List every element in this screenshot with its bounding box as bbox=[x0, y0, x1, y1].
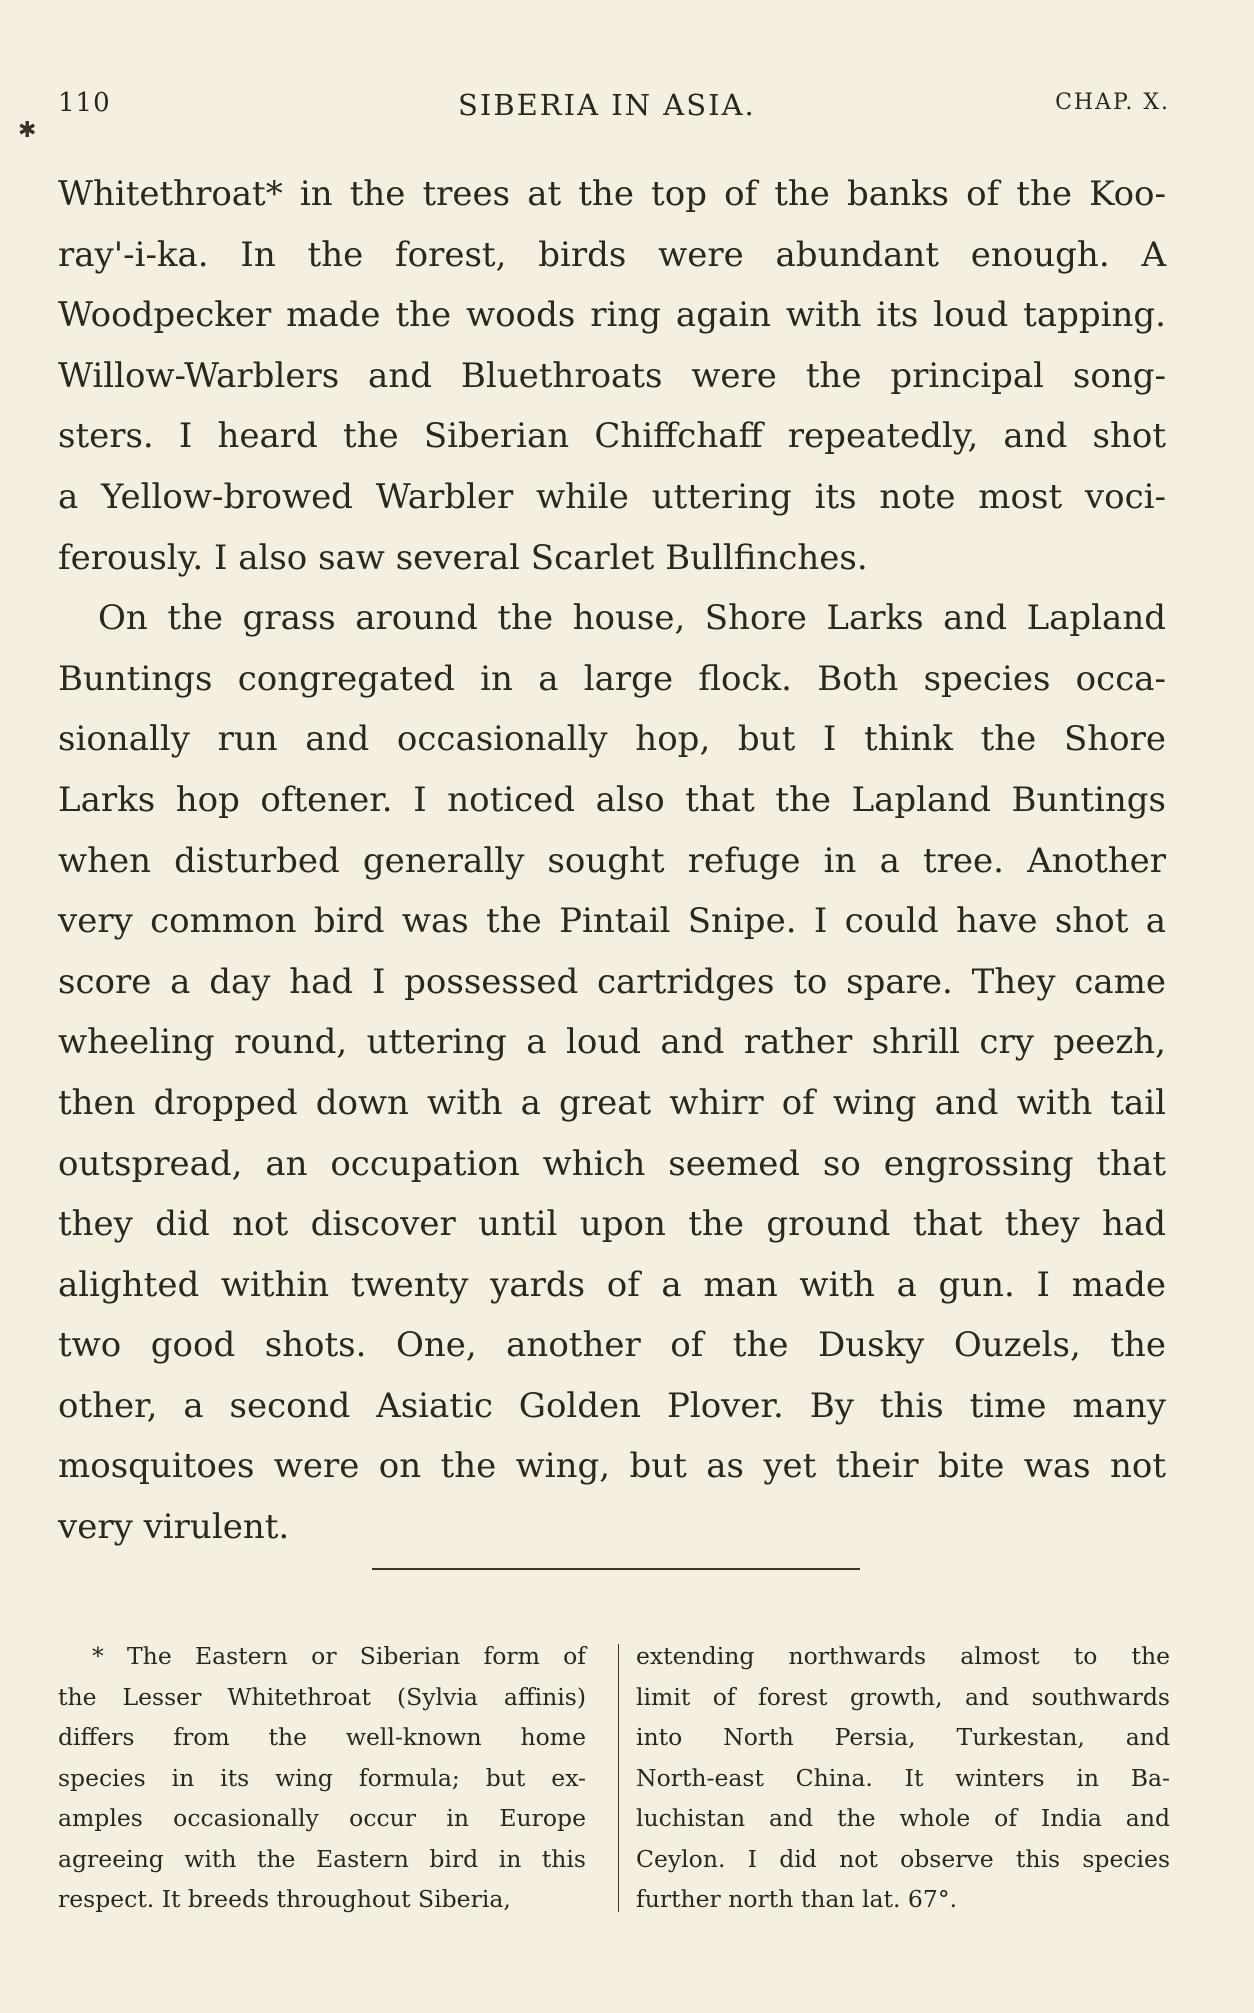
paragraph-2 bbox=[58, 588, 1166, 1558]
margin-ink-mark: ✱ bbox=[18, 118, 37, 143]
text-line: when disturbed generally sought refuge in a tree. Another bbox=[58, 840, 1166, 881]
text-line: alighted within twenty yards of a man with a gun. I made bbox=[58, 1264, 1166, 1305]
footnote-line: respect. It breeds throughout Siberia, bbox=[58, 1885, 511, 1913]
text-line: Whitethroat* in the trees at the top of the banks of the Koo- bbox=[58, 174, 1166, 214]
page-number: 110 bbox=[58, 88, 111, 118]
page-header bbox=[58, 88, 1170, 128]
footnote-line: agreeing with the Eastern bird in this bbox=[58, 1844, 586, 1873]
footnote-line: extending northwards almost to the bbox=[636, 1642, 1170, 1670]
footnote-line: North-east China. It winters in Ba- bbox=[636, 1763, 1170, 1792]
text-line: wheeling round, uttering a loud and rather shrill cry peezh, bbox=[58, 1022, 1166, 1063]
running-title: SIBERIA IN ASIA. bbox=[458, 88, 756, 122]
footnote-left-column bbox=[58, 1636, 586, 1920]
column-rule bbox=[618, 1644, 619, 1912]
footnote-divider bbox=[372, 1568, 860, 1570]
footnote-line: amples occasionally occur in Europe bbox=[58, 1804, 586, 1832]
text-line: other, a second Asiatic Golden Plover. By this time many bbox=[58, 1385, 1166, 1426]
footnote-line: the Lesser Whitethroat (Sylvia affinis) bbox=[58, 1682, 586, 1711]
text-line: Buntings congregated in a large flock. Both species occa- bbox=[58, 658, 1166, 699]
text-line: Willow-Warblers and Bluethroats were the principal song- bbox=[58, 355, 1166, 396]
text-line: very virulent. bbox=[58, 1507, 290, 1548]
text-line: Larks hop oftener. I noticed also that the Lapland Buntings bbox=[58, 779, 1166, 820]
text-line: very common bird was the Pintail Snipe. I could have shot a bbox=[58, 901, 1166, 942]
footnote-line: limit of forest growth, and southwards bbox=[636, 1682, 1170, 1711]
footnote-line: * The Eastern or Siberian form of bbox=[92, 1642, 586, 1670]
footnote-line: further north than lat. 67°. bbox=[636, 1885, 958, 1913]
text-line: mosquitoes were on the wing, but as yet their bite was not bbox=[58, 1446, 1166, 1487]
text-line: a Yellow-browed Warbler while uttering its note most voci- bbox=[58, 476, 1166, 517]
text-line: ray'-i-ka. In the forest, birds were abundant enough. A bbox=[58, 234, 1166, 275]
footnote-line: species in its wing formula; but ex- bbox=[58, 1763, 586, 1792]
body-text bbox=[58, 164, 1166, 1558]
paragraph-1 bbox=[58, 164, 1166, 588]
text-line: sionally run and occasionally hop, but I think the Shore bbox=[58, 719, 1166, 760]
footnote-line: luchistan and the whole of India and bbox=[636, 1804, 1170, 1832]
text-line: Woodpecker made the woods ring again with its loud tapping. bbox=[58, 295, 1166, 336]
text-line: outspread, an occupation which seemed so engrossing that bbox=[58, 1143, 1166, 1184]
text-line: then dropped down with a great whirr of wing and with tail bbox=[58, 1082, 1166, 1123]
chapter-label: CHAP. X. bbox=[1055, 90, 1170, 115]
text-line: sters. I heard the Siberian Chiffchaff repeatedly, and shot bbox=[58, 416, 1166, 457]
footnote-line: Ceylon. I did not observe this species bbox=[636, 1844, 1170, 1873]
footnote bbox=[58, 1636, 1170, 1936]
footnote-right-column bbox=[636, 1636, 1170, 1920]
text-line: score a day had I possessed cartridges to spare. They came bbox=[58, 961, 1166, 1002]
text-line: they did not discover until upon the ground that they had bbox=[58, 1204, 1166, 1245]
text-line: ferously. I also saw several Scarlet Bullfinches. bbox=[58, 537, 868, 578]
text-line: two good shots. One, another of the Dusky Ouzels, the bbox=[58, 1325, 1166, 1366]
text-line: On the grass around the house, Shore Larks and Lapland bbox=[98, 598, 1166, 639]
footnote-line: differs from the well-known home bbox=[58, 1723, 586, 1751]
footnote-line: into North Persia, Turkestan, and bbox=[636, 1723, 1170, 1751]
